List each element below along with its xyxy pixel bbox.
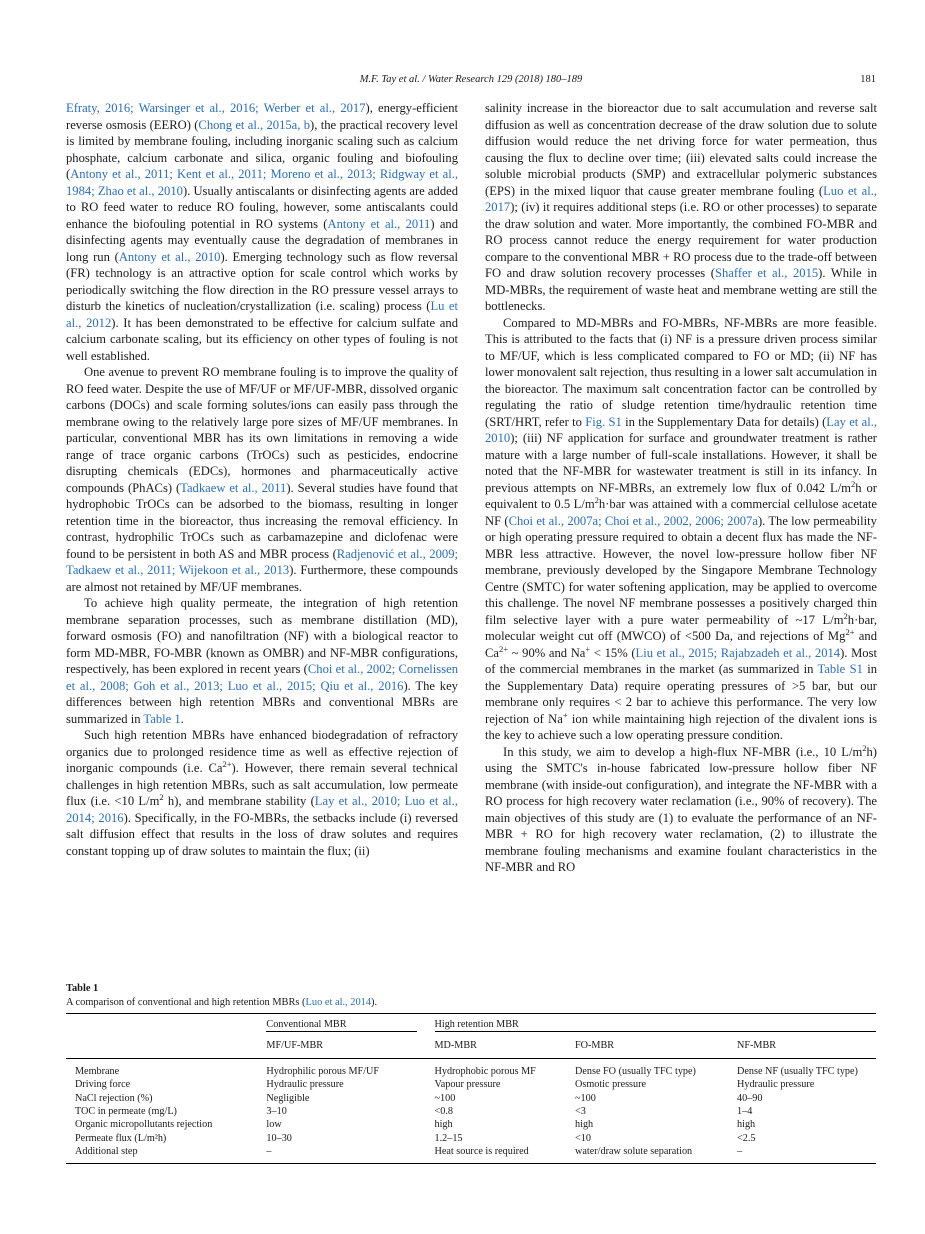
column-header: MD-MBR — [435, 1035, 576, 1058]
citation-link[interactable]: Table S1 — [817, 662, 863, 676]
table-cell: <0.8 — [434, 1106, 453, 1118]
table-row — [66, 1058, 876, 1078]
table-row — [66, 1092, 876, 1105]
superscript: 2 — [862, 742, 867, 753]
text-run: ). Specifically, in the FO-MBRs, the setbacks include (i) reversed salt diffusion effect that results in the loss of draw solutes and requires constant topping up of draw solutes to maintain the flux; (ii) — [66, 810, 458, 858]
citation-link[interactable]: Lay et al., 2010 — [485, 414, 878, 445]
row-label: Driving force — [75, 1079, 131, 1091]
table-cell: Hydrophobic porous MF — [434, 1065, 536, 1077]
text-run: ). It has been demonstrated to be effective for calcium sulfate and calcium carbonate scaling, but its efficiency on other types of fouling is not well established. — [66, 315, 458, 363]
paragraph — [485, 315, 877, 744]
text-run: and Ca — [485, 629, 877, 660]
text-run: ). Emerging technology such as flow reversal (FR) technology is an attractive option for scale control which works by periodically switching the flow direction in the RO pressure vessel arrays to disturb the kinetics of nucleation/crystallization (i.e. scaling) process ( — [66, 249, 459, 313]
paragraph — [66, 727, 458, 859]
text-run: ); (iii) NF application for surface and groundwater treatment is rather mature with a large number of full-scale installations. However, it shall be noted that the NF-MBR for wastewater treatment is still in its infancy. In previous attempts on NF-MBRs, an extremely low flux of 0.042 L/m — [485, 431, 877, 495]
row-label: Additional step — [75, 1146, 138, 1158]
paragraph — [485, 744, 877, 876]
text-run: h or equivalent to 0.5 L/m — [485, 480, 877, 511]
superscript: 2+ — [499, 643, 509, 654]
table-cell: ~100 — [575, 1092, 596, 1104]
superscript: 2+ — [845, 626, 855, 637]
citation-link[interactable]: Antony et al., 2011 — [327, 216, 431, 231]
text-run: < 15% ( — [590, 645, 636, 660]
table-cell: Hydraulic pressure — [266, 1079, 344, 1091]
row-label: Permeate flux (L/m²h) — [75, 1132, 167, 1144]
text-run: ). Furthermore, these compounds are almost not retained by MF/UF membranes. — [66, 563, 458, 594]
citation-link[interactable]: Choi et al., 2002; Cornelissen et al., 2008; Goh et al., 2013; Luo et al., 2015; Qiu et al., 2016 — [66, 662, 458, 693]
citation-link[interactable]: Antony et al., 2010 — [118, 249, 221, 264]
text-run: salinity increase in the bioreactor due to salt accumulation and reverse salt diffusion as well as concentration decrease of the draw solution due to solute diffusion would reduce the net driving force for water permeation, thus causing the flux to decline over time; (iii) elevated salts could increase the soluble microbial products (SMP) and extracellular polymeric substances (EPS) in the mixed liquor that cause greater membrane fouling ( — [485, 101, 877, 198]
table-cell: water/draw solute separation — [575, 1146, 693, 1158]
table-cell: <2.5 — [737, 1132, 756, 1144]
table-row — [66, 1105, 876, 1118]
table-cell: 10–30 — [266, 1132, 292, 1144]
table-cell: Osmotic pressure — [575, 1079, 647, 1091]
table-cell: <3 — [575, 1106, 586, 1118]
paragraph — [66, 595, 458, 727]
table-cell: Dense NF (usually TFC type) — [737, 1065, 858, 1077]
column-header: FO-MBR — [575, 1035, 737, 1058]
text-run: In this study, we aim to develop a high-flux NF-MBR (i.e., 10 L/m — [503, 744, 863, 759]
text-run: h·bar, molecular weight cut off (MWCO) of <500 Da, and rejections of Mg — [485, 612, 877, 643]
table-caption-ref[interactable]: Luo et al., 2014 — [305, 997, 372, 1008]
table-cell: – — [266, 1146, 272, 1158]
citation-link[interactable]: Table 1 — [143, 711, 181, 726]
row-label: Organic micropollutants rejection — [75, 1119, 213, 1131]
table-row — [66, 1078, 876, 1091]
table-cell: high — [434, 1119, 453, 1131]
superscript: 2+ — [222, 758, 232, 769]
text-run: One avenue to prevent RO membrane fouling is to improve the quality of RO feed water. Despite the use of MF/UF or MF/UF-MBR, dissolved organic carbons (DOCs) and scale forming solutes/ions can easily pass through the membrane owing to the relatively large pore sizes of MF/UF membranes. In particular, conventional MBR has its own limitations in removing a wide range of trace organic carbons (TrOCs) such as pesticides, endocrine disrupting chemicals (EDCs), hormones and pharmaceutically active compounds (PhACs) ( — [66, 365, 458, 495]
text-run: To achieve high quality permeate, the integration of high retention membrane separation processes, such as membrane distillation (MD), forward osmosis (FO) and nanofiltration (NF) with a biological reactor to form MD-MBR, FO-MBR (known as OMBR) and NF-MBR configurations, respectively, has been explored in recent years ( — [66, 596, 458, 676]
table-cell: Negligible — [266, 1092, 310, 1104]
citation-link[interactable]: Shaffer et al., 2015 — [714, 266, 819, 280]
table-cell: <10 — [575, 1132, 591, 1144]
row-label: Membrane — [75, 1065, 120, 1077]
table-cell: high — [575, 1119, 594, 1131]
table-row — [66, 1145, 876, 1163]
citation-link[interactable]: Liu et al., 2015; Rajabzadeh et al., 2014 — [635, 645, 841, 660]
group-high-retention: High retention MBR — [435, 1018, 877, 1032]
table-cell: Dense FO (usually TFC type) — [575, 1065, 696, 1077]
text-run: Such high retention MBRs have enhanced biodegradation of refractory organics due to prolonged residence time as well as effective rejection of inorganic compounds (i.e. Ca — [66, 728, 458, 775]
table-cell: Heat source is required — [434, 1146, 529, 1158]
citation-link[interactable]: Efraty, 2016; Warsinger et al., 2016; Werber et al., 2017 — [66, 101, 366, 115]
text-run: h), and membrane stability ( — [163, 794, 315, 808]
text-run: Compared to MD-MBRs and FO-MBRs, NF-MBRs are more feasible. This is attributed to the facts that (i) NF is a pressure driven process similar to MF/UF, which is less complicated compared to FO or MD; (ii) NF has lower monovalent salt rejection, thus resulting in a lower salt accumulation in the bioreactor. The maximum salt concentration factor can be controlled by regulating the ratio of sludge retention time/hydraulic retention time (SRT/HRT, refer to — [485, 315, 877, 429]
text-run: ); (iv) it requires additional steps (i.e. RO or other processes) to separate the draw solution and water. More importantly, the combined FO-MBR and RO process cannot reduce the energy requirement for water production compare to the conventional MBR + RO process due to the trade-off between FO and draw solution recovery processes ( — [485, 200, 877, 280]
text-run: h·bar was attained with a commercial cellulose acetate NF ( — [485, 497, 877, 528]
paragraph — [66, 100, 458, 364]
table-body — [66, 1058, 876, 1163]
text-run: ion while maintaining high rejection of the divalent ions is the key to achieve such a low operating pressure condition. — [485, 711, 877, 742]
citation-link[interactable]: Fig. S1 — [585, 414, 622, 429]
citation-link[interactable]: Lu et al., 2012 — [66, 299, 458, 330]
table-caption-end: ). — [371, 997, 378, 1008]
text-run: ), energy-efficient reverse osmosis (EERO) ( — [66, 101, 458, 132]
table-cell: Vapour pressure — [434, 1079, 501, 1091]
text-run: . — [180, 711, 184, 726]
text-run: ), the practical recovery level is limited by membrane fouling, including inorganic scaling such as calcium phosphate, calcium carbonate and silica, organic fouling and biofouling ( — [66, 117, 458, 181]
superscript: 2 — [594, 494, 599, 505]
column-header: MF/UF-MBR — [266, 1035, 434, 1058]
table-caption-text: A comparison of conventional and high retention MBRs ( — [66, 997, 306, 1008]
text-run: ). The key differences between high retention MBRs and conventional MBRs are summarized in — [66, 678, 458, 726]
citation-link[interactable]: Radjenović et al., 2009; Tadkaew et al., 2011; Wijekoon et al., 2013 — [66, 546, 458, 577]
table-cell: ~100 — [434, 1092, 456, 1104]
table-cell: Hydrophilic porous MF/UF — [266, 1065, 380, 1077]
table-label: Table 1 — [66, 983, 99, 994]
right-column — [485, 100, 877, 876]
table-cell: – — [737, 1146, 743, 1158]
table-cell: 3–10 — [266, 1106, 287, 1118]
text-run: h) using the SMTC's in-house fabricated low-pressure hollow fiber NF membrane (with inside-out configuration), and integrate the NF-MBR with a RO process for high recovery water reclamation (i.e., 90% of recovery). The main objectives of this study are (1) to evaluate the performance of an NF-MBR + RO for high recovery water reclamation, (2) to illustrate the membrane fouling mechanisms and examine foulant characteristics in the NF-MBR and RO — [485, 744, 877, 874]
table-cell: high — [737, 1119, 756, 1131]
superscript: 2 — [159, 791, 164, 802]
table-row — [66, 1118, 876, 1131]
citation-link[interactable]: Tadkaew et al., 2011 — [180, 480, 287, 495]
running-header — [66, 74, 876, 90]
text-run: ). Most of the commercial membranes in the market (as summarized in — [485, 645, 877, 676]
table-cell: Hydraulic pressure — [737, 1079, 815, 1091]
paragraph — [66, 364, 458, 595]
text-run: in the Supplementary Data for details) ( — [621, 414, 827, 429]
superscript: 2 — [843, 610, 848, 621]
text-run: ). The low permeability or high operating pressure required to obtain a decent flux has made the NF-MBR less attractive. However, the novel low-pressure hollow fiber NF membrane, previously developed by the Singapore Membrane Technology Centre (SMTC) for water softening application, may be applied to overcome this challenge. The novel NF membrane possesses a positively charged thin film selective layer with a pure water permeability of ~17 L/m — [485, 513, 877, 627]
table-cell: 40–90 — [737, 1092, 763, 1104]
column-header: NF-MBR — [737, 1035, 876, 1058]
group-conventional: Conventional MBR — [266, 1018, 416, 1032]
superscript: 2 — [850, 478, 856, 489]
table-row — [66, 1132, 876, 1145]
row-label: TOC in permeate (mg/L) — [75, 1106, 177, 1118]
paragraph — [485, 100, 877, 315]
left-column — [66, 100, 458, 859]
citation-link[interactable]: Choi et al., 2007a; Choi et al., 2002, 2006; 2007a — [508, 513, 758, 528]
text-run: ). Usually antiscalants or disinfecting agents are added to RO feed water to reduce RO fouling, however, some antiscalants could enhance the biofouling potential in RO systems ( — [66, 183, 458, 231]
table-cell: 1–4 — [737, 1106, 753, 1118]
citation-link[interactable]: Luo et al., 2017 — [485, 183, 878, 214]
table-cell: low — [266, 1119, 282, 1131]
citation-link[interactable]: Antony et al., 2011; Kent et al., 2011; Moreno et al., 2013; Ridgway et al., 1984; Zhao et al., 2010 — [66, 167, 458, 198]
citation-link[interactable]: Lay et al., 2010; Luo et al., 2014; 2016 — [66, 794, 458, 825]
superscript: + — [585, 643, 591, 654]
journal-citation: M.F. Tay et al. / Water Research 129 (2018) 180–189 — [359, 74, 583, 85]
superscript: + — [562, 709, 568, 720]
table-cell: 1.2–15 — [434, 1132, 463, 1144]
text-run: ). However, there remain several technical challenges in high retention MBRs, such as salt accumulation, low permeate flux (i.e. <10 L/m — [66, 761, 458, 808]
text-run: ). While in MD-MBRs, the requirement of waste heat and membrane wetting are still the bottlenecks. — [485, 266, 877, 313]
text-run: ) and disinfecting agents may eventually cause the degradation of membranes in long run ( — [66, 216, 459, 264]
row-label: NaCl rejection (%) — [75, 1092, 153, 1104]
page-number: 181 — [860, 74, 876, 85]
table-1 — [66, 982, 876, 1164]
table-caption — [66, 996, 876, 1009]
text-run: ~ 90% and Na — [508, 645, 586, 660]
text-run: ). Several studies have found that hydrophobic TrOCs can be adsorbed to the biomass, resulting in longer retention time in the bioreactor, thus increasing the removal efficiency. In contrast, hydrophilic TrOCs such as carbamazepine and diclofenac were found to be persistent in both AS and MBR process ( — [66, 480, 458, 561]
text-run: in the Supplementary Data) require operating pressures of >5 bar, but our membrane only requires < 2 bar to achieve this performance. The very low rejection of Na — [485, 662, 877, 726]
citation-link[interactable]: Chong et al., 2015a, b — [198, 117, 311, 132]
comparison-table — [66, 1013, 876, 1164]
